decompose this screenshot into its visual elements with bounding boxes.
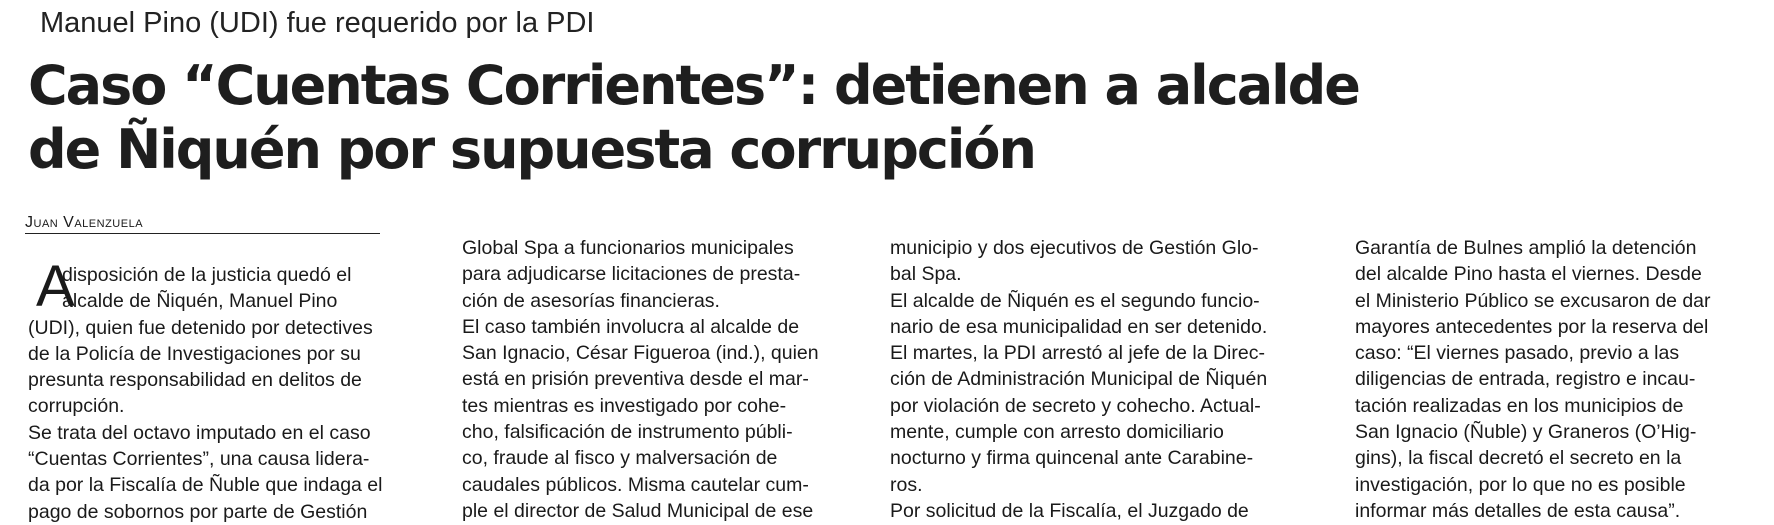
article-column-4: [1355, 235, 1765, 524]
headline-line-1: Caso “Cuentas Corrientes”: detienen a alcalde: [28, 54, 1359, 117]
text-line: Global Spa a funcionarios municipales: [462, 237, 794, 259]
text-line: tes mientras es investigado por cohe-: [462, 394, 787, 417]
article-column-3: [890, 235, 1320, 524]
headline-line-2: de Ñiquén por supuesta corrupción: [28, 118, 1035, 181]
text-line: mente, cumple con arresto domiciliario: [890, 421, 1224, 444]
text-line: San Ignacio, César Figueroa (ind.), quien: [462, 342, 819, 365]
text-line: presunta responsabilidad en delitos de: [28, 369, 362, 392]
text-line: informar más detalles de esta causa”.: [1355, 499, 1681, 522]
text-line: ción de asesorías financieras.: [462, 289, 720, 312]
text-line: investigación, por lo que no es posible: [1355, 473, 1686, 496]
text-line: diligencias de entrada, registro e incau-: [1355, 368, 1696, 391]
text-line: por violación de secreto y cohecho. Actual-: [890, 394, 1261, 417]
text-line: Por solicitud de la Fiscalía, el Juzgado de: [890, 499, 1249, 522]
article-headline: [28, 54, 1359, 182]
article-kicker: Manuel Pino (UDI) fue requerido por la PDI: [40, 7, 595, 39]
text-line: disposición de la justicia quedó el: [62, 264, 352, 286]
text-line: (UDI), quien fue detenido por detectives: [28, 316, 373, 339]
text-line: ción de Administración Municipal de Ñiquén: [890, 368, 1268, 391]
text-line: nocturno y firma quincenal ante Carabine-: [890, 447, 1254, 470]
drop-cap: A: [36, 254, 75, 319]
text-line: alcalde de Ñiquén, Manuel Pino: [62, 290, 338, 313]
text-line: co, fraude al fisco y malversación de: [462, 447, 778, 470]
text-line: el Ministerio Público se excusaron de dar: [1355, 289, 1711, 312]
text-line: ple el director de Salud Municipal de ese: [462, 499, 814, 522]
text-line: del alcalde Pino hasta el viernes. Desde: [1355, 263, 1702, 286]
text-line: El caso también involucra al alcalde de: [462, 315, 800, 338]
text-line: para adjudicarse licitaciones de presta-: [462, 263, 801, 286]
text-line: tación realizadas en los municipios de: [1355, 394, 1684, 417]
article-column-1: [28, 262, 428, 525]
text-line: de la Policía de Investigaciones por su: [28, 342, 361, 365]
text-line: está en prisión preventiva desde el mar-: [462, 368, 809, 391]
text-line: “Cuentas Corrientes”, una causa lidera-: [28, 448, 370, 471]
text-line: caudales públicos. Misma cautelar cum-: [462, 473, 809, 496]
text-line: pago de sobornos por parte de Gestión: [28, 500, 368, 523]
text-line: nario de esa municipalidad en ser detenido.: [890, 315, 1268, 338]
text-line: caso: “El viernes pasado, previo a las: [1355, 342, 1680, 365]
text-line: Garantía de Bulnes amplió la detención: [1355, 237, 1697, 259]
text-line: da por la Fiscalía de Ñuble que indaga el: [28, 474, 383, 497]
text-line: mayores antecedentes por la reserva del: [1355, 315, 1709, 338]
text-line: corrupción.: [28, 395, 125, 418]
byline: Juan Valenzuela: [25, 214, 144, 231]
text-line: bal Spa.: [890, 263, 962, 286]
text-line: El martes, la PDI arrestó al jefe de la Direc-: [890, 342, 1265, 365]
text-line: municipio y dos ejecutivos de Gestión Glo-: [890, 237, 1259, 259]
byline-divider: [25, 233, 380, 234]
text-line: El alcalde de Ñiquén es el segundo funcio-: [890, 289, 1260, 312]
text-line: gins), la fiscal decretó el secreto en la: [1355, 447, 1682, 470]
text-line: San Ignacio (Ñuble) y Graneros (O’Hig-: [1355, 421, 1697, 444]
text-line: Se trata del octavo imputado en el caso: [28, 421, 371, 444]
text-line: cho, falsificación de instrumento públi-: [462, 421, 793, 444]
text-line: ros.: [890, 473, 923, 496]
article-column-2: [462, 235, 852, 524]
